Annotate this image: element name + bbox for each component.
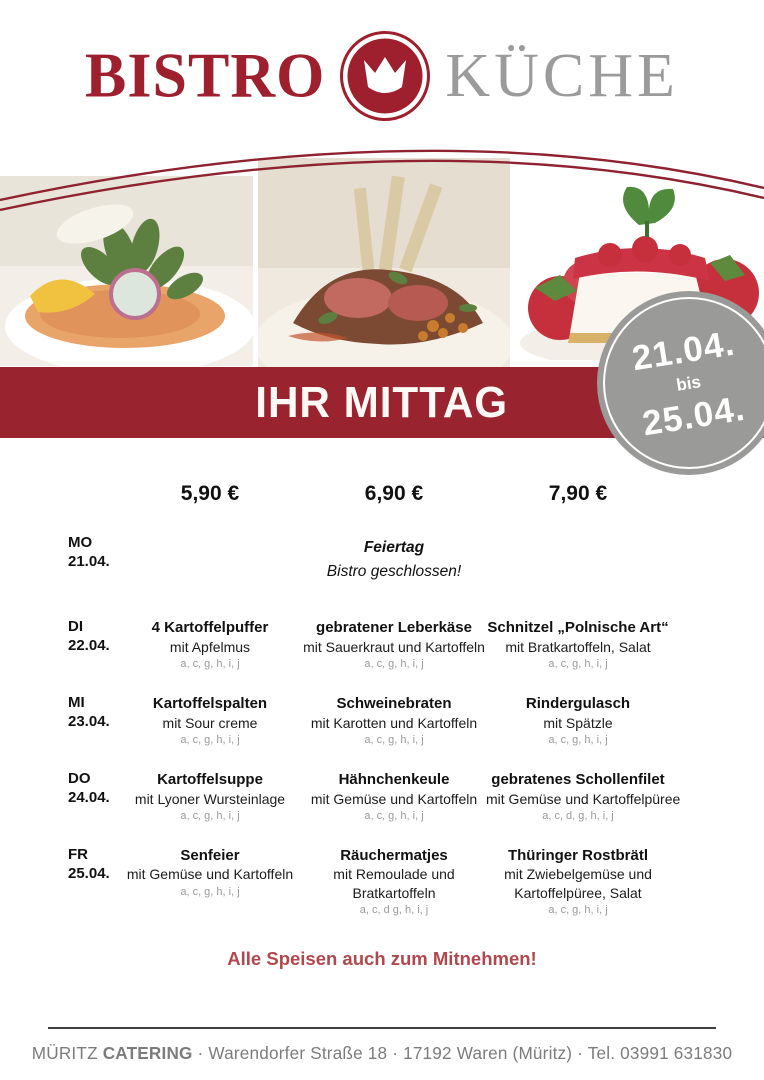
dish-title: Hähnchenkeule — [338, 771, 450, 788]
dish-desc-2: Kartoffelpüree, Salat — [514, 884, 642, 901]
day-date: 23.04. — [68, 712, 110, 730]
day-date: 21.04. — [68, 552, 110, 570]
dish-allergens: a, c, g, h, i, j — [180, 733, 240, 746]
dish-desc: mit Gemüse und Kartoffeln — [126, 866, 294, 883]
dish — [118, 846, 302, 899]
footer-company-2: CATERING — [102, 1043, 193, 1063]
dish-title: Räuchermatjes — [340, 846, 448, 864]
dish-allergens: a, c, g, h, i, j — [180, 657, 240, 670]
dish-allergens: a, c, g, h, i, j — [548, 903, 608, 916]
holiday-title: Feiertag — [363, 539, 425, 556]
dish-desc: mit Remoulade und — [333, 866, 455, 883]
dish-desc: mit Zwiebelgemüse und — [504, 866, 652, 883]
dish-desc: mit Sour creme — [162, 714, 258, 731]
day-label — [68, 618, 118, 656]
logo-word-kueche: KÜCHE — [445, 42, 679, 110]
date-range-text — [630, 325, 748, 441]
menu-row-tuesday — [68, 618, 688, 671]
dish — [118, 770, 302, 823]
day-abbrev: MO — [68, 534, 93, 551]
date-end: 25.04. — [640, 388, 749, 443]
day-date: 22.04. — [68, 636, 110, 654]
menu-row-friday — [68, 846, 688, 917]
dish-desc: mit Apfelmus — [169, 638, 251, 655]
day-abbrev: MI — [68, 694, 85, 712]
dish-allergens: a, c, g, h, i, j — [364, 809, 424, 822]
dish-desc: mit Gemüse und Kartoffeln — [310, 790, 478, 807]
dish-allergens: a, c, g, h, i, j — [364, 657, 424, 670]
banner-title: IHR MITTAG — [255, 377, 509, 427]
dish-title: Senfeier — [180, 846, 240, 864]
takeaway-note: Alle Speisen auch zum Mitnehmen! — [227, 948, 537, 969]
dish-title: Schnitzel „Polnische Art“ — [487, 619, 669, 637]
menu-row-monday — [68, 534, 688, 584]
dish-allergens: a, c, g, h, i, j — [548, 657, 608, 670]
day-abbrev: DI — [68, 618, 83, 636]
photo-carpaccio-salad — [0, 176, 253, 366]
dish — [486, 770, 681, 823]
dish-title: Kartoffelspalten — [152, 695, 268, 713]
dish — [486, 618, 670, 671]
photo-lamb-rack — [258, 158, 510, 367]
menu-row-wednesday — [68, 694, 688, 747]
dish-desc-2: Bratkartoffeln — [352, 884, 436, 901]
day-label — [68, 534, 118, 572]
dish — [118, 618, 302, 671]
logo-word-bistro: BISTRO — [85, 41, 326, 111]
dish-desc: mit Bratkartoffeln, Salat — [505, 638, 651, 655]
footer-address: · Warendorfer Straße 18 · 17192 Waren (Müritz) · Tel. 03991 631830 — [192, 1043, 733, 1063]
dish-desc: mit Gemüse und Kartoffelpüree — [486, 790, 681, 807]
date-start: 21.04. — [629, 323, 738, 378]
footer-company-1: MÜRITZ — [31, 1043, 103, 1063]
price-column-3: 7,90 € — [548, 482, 608, 505]
holiday-notice — [302, 534, 486, 584]
dish — [302, 618, 486, 671]
footer-divider — [48, 1027, 716, 1029]
dish-allergens: a, c, g, h, i, j — [364, 733, 424, 746]
price-column-1: 5,90 € — [180, 482, 240, 505]
day-date: 25.04. — [68, 864, 110, 882]
date-range-badge — [597, 291, 764, 475]
dish-title: Kartoffelsuppe — [157, 771, 263, 788]
dish-allergens: a, c, g, h, i, j — [548, 733, 608, 746]
dish — [118, 694, 302, 747]
dish-title: gebratenes Schollenfilet — [491, 771, 665, 788]
holiday-subtitle: Bistro geschlossen! — [326, 563, 462, 581]
day-abbrev: DO — [68, 770, 91, 787]
dish-allergens: a, c, d g, h, i, j — [359, 903, 429, 916]
day-date: 24.04. — [68, 788, 110, 806]
day-label — [68, 770, 118, 808]
logo — [0, 28, 764, 124]
dish-allergens: a, c, d, g, h, i, j — [542, 809, 614, 822]
footer-contact — [8, 1043, 757, 1064]
dish — [486, 694, 670, 747]
footer — [0, 1027, 764, 1064]
dish — [302, 770, 486, 823]
dish-allergens: a, c, g, h, i, j — [180, 885, 240, 898]
hero-section — [0, 138, 764, 450]
dish-title: gebratener Leberkäse — [316, 619, 472, 637]
dish-title: Thüringer Rostbrätl — [507, 846, 648, 864]
price-column-2: 6,90 € — [364, 482, 424, 505]
menu-row-thursday — [68, 770, 688, 823]
dish-desc: mit Lyoner Wursteinlage — [134, 790, 286, 807]
menu-table — [68, 482, 688, 940]
dish-desc: mit Karotten und Kartoffeln — [310, 714, 478, 731]
dish-desc: mit Spätzle — [543, 714, 613, 731]
dish-desc: mit Sauerkraut und Kartoffeln — [303, 638, 485, 655]
date-bis: bis — [675, 371, 703, 395]
day-label — [68, 694, 118, 732]
dish-title: Schweinebraten — [336, 695, 452, 713]
dish-allergens: a, c, g, h, i, j — [180, 809, 240, 822]
day-abbrev: FR — [68, 845, 88, 863]
dish-title: 4 Kartoffelpuffer — [151, 619, 269, 637]
day-label — [68, 846, 118, 884]
dish-title: Rindergulasch — [525, 695, 631, 713]
dish — [302, 846, 486, 917]
price-header-row — [68, 482, 688, 506]
dish — [486, 846, 670, 917]
crown-icon — [339, 30, 431, 122]
dish — [302, 694, 486, 747]
